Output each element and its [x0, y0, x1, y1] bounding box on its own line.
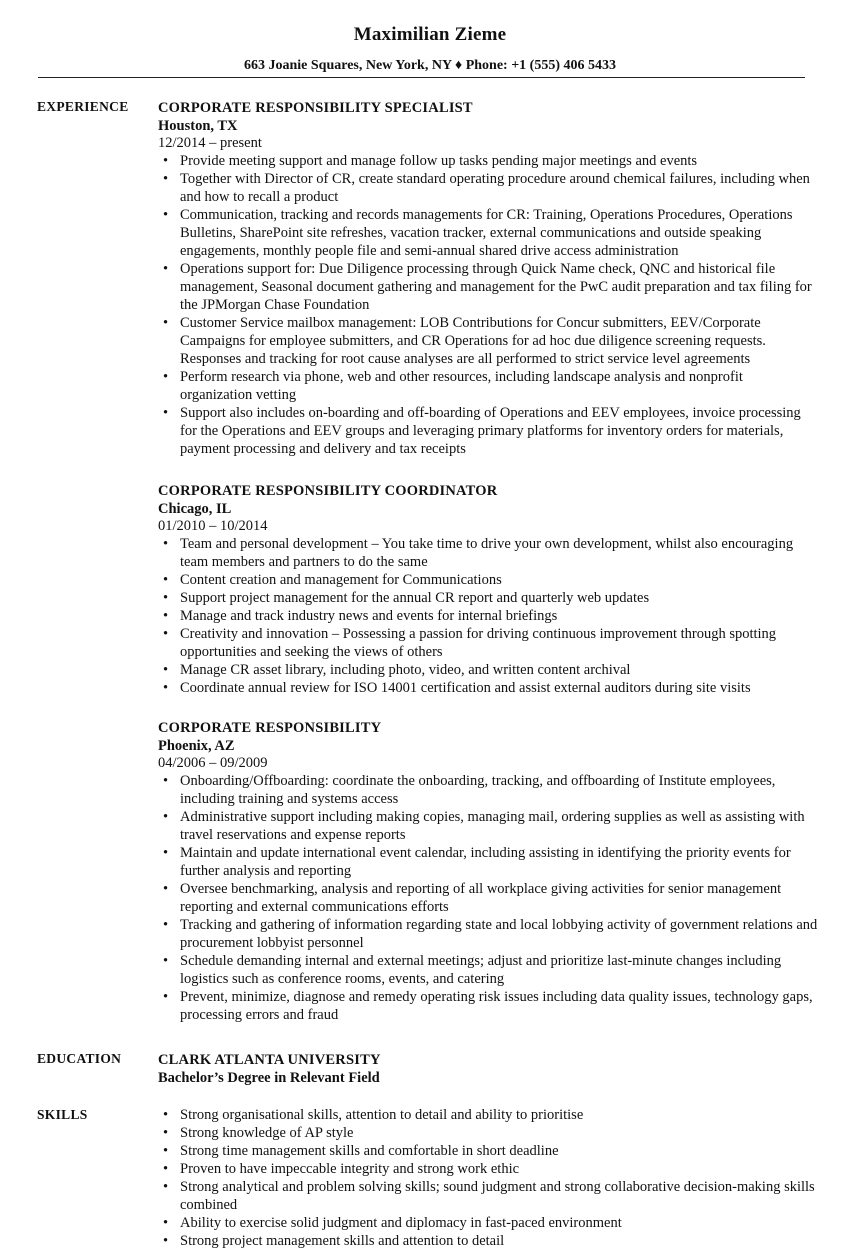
section-label-experience: EXPERIENCE: [37, 99, 129, 114]
job-dates: 12/2014 – present: [158, 135, 262, 151]
list-item: • Coordinate annual review for ISO 14001 certification and assist external auditors during site visits: [158, 679, 818, 697]
list-item: • Ability to exercise solid judgment and diplomacy in fast-paced environment: [158, 1214, 818, 1232]
list-item: • Strong organisational skills, attention to detail and ability to prioritise: [158, 1106, 818, 1124]
list-item: • Prevent, minimize, diagnose and remedy operating risk issues including data quality issues, technology gaps, processing errors and fraud: [158, 988, 818, 1024]
list-item: • Proven to have impeccable integrity and strong work ethic: [158, 1160, 818, 1178]
job-entry: [158, 99, 818, 458]
job-entry: [158, 482, 818, 697]
list-item: • Support also includes on-boarding and off-boarding of Operations and EEV employees, invoice processing for the Operations and EEV groups and leveraging primary platforms for inventory orders for materials, payment processing and delivery and tax receipts: [158, 404, 818, 458]
list-item: • Creativity and innovation – Possessing a passion for driving continuous improvement through spotting opportunities and seeking the views of others: [158, 625, 818, 661]
section-label-education: EDUCATION: [37, 1051, 122, 1066]
job-location: Phoenix, AZ: [158, 738, 235, 754]
job-bullet-list: [158, 152, 818, 458]
list-item: • Onboarding/Offboarding: coordinate the onboarding, tracking, and offboarding of Institute employees, including training and systems access: [158, 772, 818, 808]
school-name: CLARK ATLANTA UNIVERSITY: [158, 1052, 381, 1068]
list-item: • Perform research via phone, web and other resources, including landscape analysis and nonprofit organization vetting: [158, 368, 818, 404]
list-item: • Operations support for: Due Diligence processing through Quick Name check, QNC and historical file management, Seasonal document gathering and management for the PwC audit preparation and tax filing for the JPMorgan Chase Foundation: [158, 260, 818, 314]
header-divider: [38, 77, 805, 78]
list-item: • Strong analytical and problem solving skills; sound judgment and strong collaborative decision-making skills combined: [158, 1178, 818, 1214]
job-location: Chicago, IL: [158, 501, 232, 517]
list-item: • Together with Director of CR, create standard operating procedure around chemical failures, including when and how to recall a product: [158, 170, 818, 206]
list-item: • Provide meeting support and manage follow up tasks pending major meetings and events: [158, 152, 818, 170]
list-item: • Team and personal development – You take time to drive your own development, whilst also encouraging team members and partners to do the same: [158, 535, 818, 571]
list-item: • Maintain and update international event calendar, including assisting in identifying the priority events for further analysis and reporting: [158, 844, 818, 880]
list-item: • Strong project management skills and attention to detail: [158, 1232, 818, 1250]
list-item: • Communication, tracking and records managements for CR: Training, Operations Procedures, Operations Bulletins, SharePoint site refreshes, vacation tracker, external communications and outside speaking engagements, monthly people file and semi-annual shared drive access administration: [158, 206, 818, 260]
list-item: • Oversee benchmarking, analysis and reporting of all workplace giving activities for senior management reporting and external communications efforts: [158, 880, 818, 916]
job-title: CORPORATE RESPONSIBILITY SPECIALIST: [158, 100, 473, 116]
job-dates: 01/2010 – 10/2014: [158, 518, 268, 534]
job-entry: [158, 719, 818, 1024]
skills-entry: [158, 1106, 818, 1250]
section-label-skills: SKILLS: [37, 1107, 88, 1122]
job-bullet-list: [158, 535, 818, 697]
job-bullet-list: [158, 772, 818, 1024]
list-item: • Customer Service mailbox management: LOB Contributions for Concur submitters, EEV/Corporate Campaigns for employee submitters, and CR Operations for ad hoc due diligence screening requests. Responses and tracking for root cause analyses are all performed to strict service level agreements: [158, 314, 818, 368]
list-item: • Schedule demanding internal and external meetings; adjust and prioritize last-minute changes including logistics such as conference rooms, events, and catering: [158, 952, 818, 988]
job-title: CORPORATE RESPONSIBILITY COORDINATOR: [158, 483, 498, 499]
degree: Bachelor’s Degree in Relevant Field: [158, 1070, 380, 1086]
list-item: • Content creation and management for Communications: [158, 571, 818, 589]
contact-line: 663 Joanie Squares, New York, NY ♦ Phone: +1 (555) 406 5433: [244, 58, 616, 73]
skills-list: [158, 1106, 818, 1250]
list-item: • Support project management for the annual CR report and quarterly web updates: [158, 589, 818, 607]
list-item: • Manage CR asset library, including photo, video, and written content archival: [158, 661, 818, 679]
list-item: • Tracking and gathering of information regarding state and local lobbying activity of government relations and procurement lobbyist personnel: [158, 916, 818, 952]
candidate-name: Maximilian Zieme: [353, 24, 507, 45]
list-item: • Manage and track industry news and events for internal briefings: [158, 607, 818, 625]
job-location: Houston, TX: [158, 118, 238, 134]
list-item: • Strong time management skills and comfortable in short deadline: [158, 1142, 818, 1160]
job-dates: 04/2006 – 09/2009: [158, 755, 268, 771]
list-item: • Strong knowledge of AP style: [158, 1124, 818, 1142]
list-item: • Administrative support including making copies, managing mail, ordering supplies as well as assisting with travel reservations and expense reports: [158, 808, 818, 844]
education-entry: [158, 1051, 818, 1087]
job-title: CORPORATE RESPONSIBILITY: [158, 720, 382, 736]
